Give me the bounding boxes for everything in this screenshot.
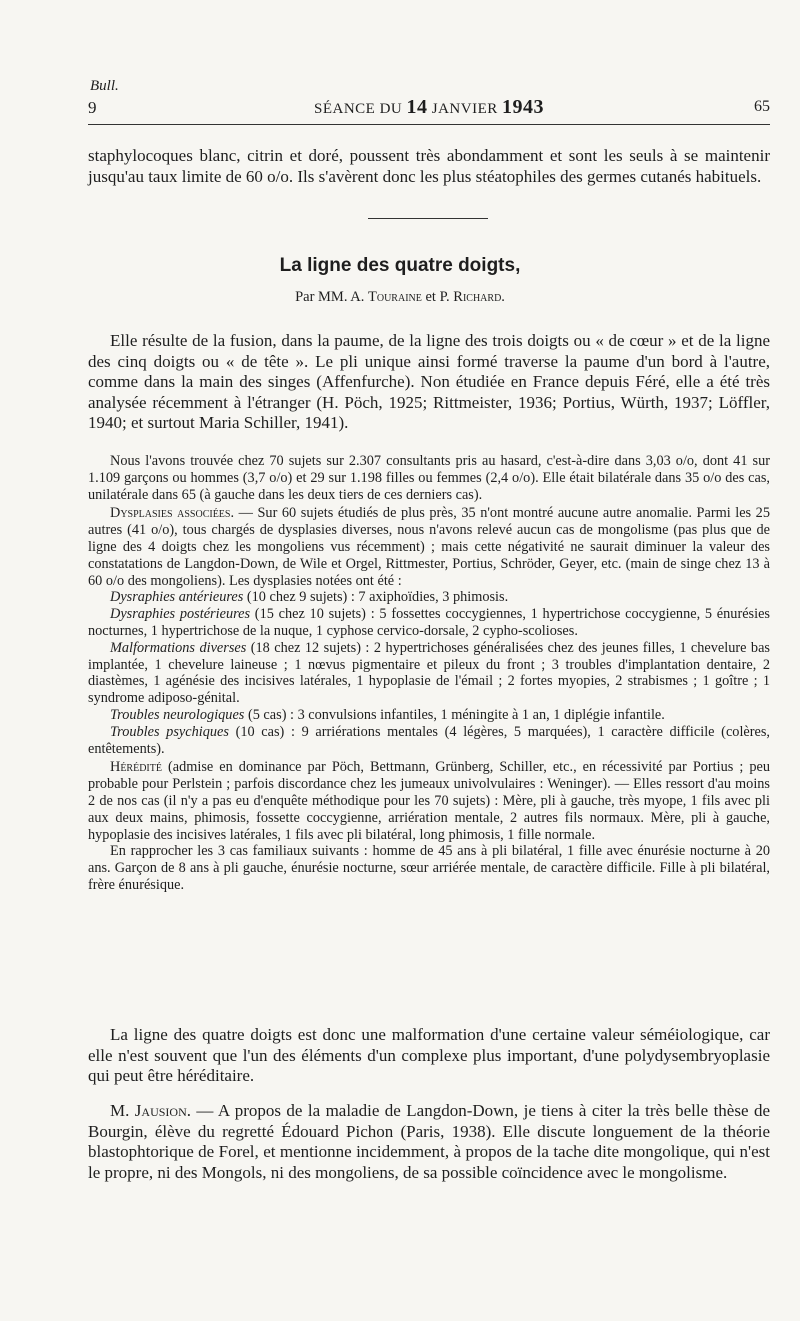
- intro-paragraph: staphylocoques blanc, citrin et doré, poussent très abondamment et sont les seuls à se maintenir jusqu'au taux limite de 60 o/o. Ils s'avèrent donc les plus stéatophiles des germes cutanés habituels.: [88, 146, 770, 186]
- dysplasia-item-label: Dysraphies antérieures: [110, 589, 244, 606]
- page-number: 65: [754, 98, 770, 115]
- heredite-paragraph: [88, 759, 770, 843]
- issue-number: 9: [88, 98, 97, 117]
- section-divider: [368, 218, 488, 219]
- author-touraine: Touraine: [368, 289, 422, 305]
- article-authors: [0, 289, 800, 306]
- dysplasia-item-1: [88, 589, 770, 606]
- dysplasia-item-label: Malformations diverses: [110, 639, 247, 656]
- header-title: [88, 96, 770, 119]
- header-title-pre: SÉANCE DU: [313, 101, 407, 117]
- header-title-year: 1943: [502, 96, 544, 118]
- bulletin-abbrev: Bull.: [90, 78, 119, 94]
- article-title: La ligne des quatre doigts,: [279, 255, 521, 276]
- dysplasia-item-2: [88, 606, 770, 640]
- header-title-mid: JANVIER: [427, 101, 502, 117]
- dysplasia-item-label: Troubles psychiques: [110, 723, 229, 740]
- article-paragraph-1: Elle résulte de la fusion, dans la paume, de la ligne des trois doigts ou « de cœur » et de la ligne des cinq doigts ou « de tête ». Le pli unique ainsi formé traverse la paume d'un bord à l'autre, comme dans la main des singes (Affenfurche). Non étudiée en France depuis Féré, elle a été très analysée récemment à l'étranger (H. Pöch, 1925; Rittmeister, 1936; Portius, Würth, 1937; Löffler, 1940; et surtout Maria Schiller, 1941).: [88, 331, 770, 433]
- dysplasia-item-4: [88, 707, 770, 724]
- jausion-paragraph: [88, 1101, 770, 1183]
- dysplasia-item-text: (10 chez 9 sujets) : 7 axiphoïdies, 3 phimosis.: [243, 589, 509, 606]
- jausion-name: M. Jausion.: [110, 1101, 191, 1120]
- authors-mid: et P.: [421, 289, 454, 305]
- dysplasies-text: — Sur 60 sujets étudiés de plus près, 35 n'ont montré aucune autre anomalie. Parmi les 25 autres (41 o/o), tous chargés de dysplasies diverses, nous n'avons relevé aucun cas de mongolisme (pas plus que de ligne des 4 doigts chez les mongoliens vus récemment) ; mais cette négativité ne saurait diminuer la valeur des constatations de Langdon-Down, de Wile et Orgel, Rittmester, Portius, Schröder, Geyer, etc. (main de singe chez 13 à 60 o/o des mongoliens). Les dysplasies notées ont été :: [88, 505, 770, 589]
- dysplasia-item-text: (15 chez 10 sujets) : 5 fossettes coccygiennes, 1 hypertrichose coccygienne, 5 énurésies nocturnes, 1 hypertrichose de la nuque, 1 cyphose cervico-dorsale, 2 cypho-scolioses.: [88, 606, 770, 639]
- heredite-label: Hérédité: [110, 759, 162, 776]
- dysplasia-item-label: Troubles neurologiques: [110, 706, 245, 723]
- dysplasia-item-text: (18 chez 12 sujets) : 2 hypertrichoses généralisées chez des jeunes filles, 1 chevelure bas implantée, 1 chevelure laineuse ; 1 nœvus pigmentaire et pileux du front ; 3 troubles d'implantation dentaire, 2 diastèmes, 1 agénésie des incisives latérales, 1 hypoplasie de l'émail ; 2 fortes myopies, 2 strabismes ; 1 goître ; 1 syndrome adiposo-génital.: [88, 639, 770, 707]
- authors-prefix: Par MM. A.: [295, 289, 368, 305]
- dysplasia-item-label: Dysraphies postérieures: [110, 606, 251, 623]
- dysplasies-paragraph: [88, 505, 770, 589]
- dysplasies-label: Dysplasies associées.: [110, 505, 235, 522]
- dysplasia-item-text: (10 cas) : 9 arriérations mentales (4 légères, 5 marquées), 1 caractère difficile (colères, entêtements).: [88, 723, 771, 757]
- jausion-text: — A propos de la maladie de Langdon-Down, je tiens à citer la très belle thèse de Bourgin, élève du regretté Édouard Pichon (Paris, 1938). Elle discute longuement de la théorie blastophtorique de Forel, et mentionne incidemment, à propos de la tache dite mongolique, qui n'est le propre, ni des Mongols, ni des mongoliens, de sa possible coïncidence avec le mongolisme.: [88, 1101, 770, 1182]
- dysplasia-item-5: [88, 724, 770, 758]
- author-richard: Richard: [453, 289, 502, 305]
- conclusion-paragraph: La ligne des quatre doigts est donc une malformation d'une certaine valeur séméiologique, car elle n'est souvent que l'un des éléments d'un complexe plus important, d'une polydysembryoplasie qui peut être héréditaire.: [88, 1025, 770, 1086]
- rapprocher-paragraph: En rapprocher les 3 cas familiaux suivants : homme de 45 ans à pli bilatéral, 1 fille avec énurésie nocturne à 20 ans. Garçon de 8 ans à pli gauche, énurésie nocturne, sœur arriérée mentale, de caractère difficile. Fille à pli bilatéral, frère énurésique.: [88, 843, 770, 893]
- running-header: [88, 96, 770, 125]
- heredite-text: (admise en dominance par Pöch, Bettmann, Grünberg, Schiller, etc., en récessivité par Portius ; peu probable pour Perlstein ; parfois discordance chez les jumeaux univolvulaires : Weninger). — Elles ressort d'au moins 2 de nos cas (il n'y a pas eu d'enquête méthodique pour les 70 sujets) : Mère, pli à gauche, très myope, 1 fils avec pli aux deux mains, phimosis, fossette coccygienne, arriération mentale, 2 autres fils normaux. Mère, pli à gauche, hypoplasie des incisives latérales, 1 fils avec pli bilatéral, long phimosis, 1 fille normale.: [88, 759, 770, 843]
- authors-suffix: .: [501, 289, 505, 305]
- statistics-paragraph: Nous l'avons trouvée chez 70 sujets sur 2.307 consultants pris au hasard, c'est-à-dire dans 3,03 o/o, dont 41 sur 1.109 garçons ou hommes (3,7 o/o) et 29 sur 1.198 filles ou femmes (2,4 o/o). Elle était bilatérale dans 35 o/o des cas, unilatérale dans 65 (à gauche dans les deux tiers de ces derniers cas).: [88, 453, 770, 503]
- dysplasia-item-text: (5 cas) : 3 convulsions infantiles, 1 méningite à 1 an, 1 diplégie infantile.: [244, 706, 665, 723]
- dysplasia-item-3: [88, 640, 770, 707]
- header-title-day: 14: [406, 96, 428, 118]
- small-print-section: [88, 453, 770, 894]
